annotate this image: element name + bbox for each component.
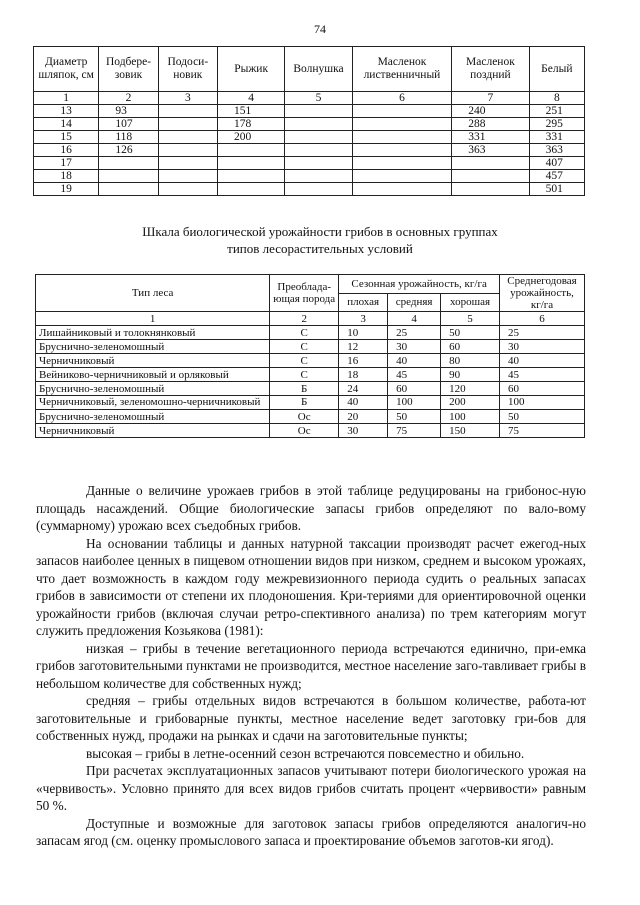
table-cell: 90 <box>441 368 500 382</box>
column-number: 4 <box>388 312 441 326</box>
table-row <box>34 105 585 118</box>
paragraph: Доступные и возможные для заготовок запасы грибов определяются аналогич-но запасам ягод (см. оценку промыслового запаса и проектирование объемов заготов-ки ягод). <box>36 815 586 848</box>
header-cell: хорошая <box>441 293 500 312</box>
table-cell: 100 <box>500 396 585 410</box>
table-cell: 50 <box>500 410 585 424</box>
table-cell: 13 <box>34 105 99 118</box>
paragraph: При расчетах эксплуатационных запасов учитывают потери биологического урожая на «червивость». Условно принято для всех видов грибов считать процент «червивости» равным 50 %. <box>36 763 586 813</box>
mushroom-cap-table <box>33 46 585 196</box>
header-cell: Масленок лиственничный <box>352 47 452 92</box>
table-cell <box>285 157 352 170</box>
table-cell: Б <box>270 396 339 410</box>
table-cell: Ос <box>270 410 339 424</box>
header-cell: Преоблада-ющая порода <box>270 275 339 312</box>
header-cell: Тип леса <box>36 275 270 312</box>
table-cell: 200 <box>217 131 284 144</box>
table-cell: Лишайниковый и толокнянковый <box>36 326 270 340</box>
table-cell <box>217 157 284 170</box>
table-row <box>34 183 585 196</box>
header-cell: Среднегодовая урожайность, кг/га <box>500 275 585 312</box>
column-number-row <box>34 92 585 105</box>
column-number: 8 <box>529 92 584 105</box>
column-number: 1 <box>36 312 270 326</box>
table-cell: Черничниковый, зеленомошно-черничниковый <box>36 396 270 410</box>
table-cell: 50 <box>441 326 500 340</box>
table-cell: 30 <box>339 424 388 438</box>
table-cell <box>158 144 217 157</box>
table-cell: Бруснично-зеленомошный <box>36 410 270 424</box>
column-number: 6 <box>500 312 585 326</box>
table-cell <box>158 170 217 183</box>
table-row <box>36 410 585 424</box>
table-cell: 60 <box>500 382 585 396</box>
column-number: 5 <box>285 92 352 105</box>
yield-scale-table <box>35 274 585 438</box>
table-cell: 363 <box>529 144 584 157</box>
table-cell: Бруснично-зеленомошный <box>36 382 270 396</box>
table-cell: 295 <box>529 118 584 131</box>
table-row <box>34 131 585 144</box>
header-cell: Диаметр шляпок, см <box>34 47 99 92</box>
table-cell <box>452 183 529 196</box>
table-row <box>34 144 585 157</box>
table-row <box>36 354 585 368</box>
table-row <box>34 170 585 183</box>
table-cell <box>285 183 352 196</box>
table-cell: 75 <box>388 424 441 438</box>
table-cell <box>217 183 284 196</box>
table-cell <box>158 118 217 131</box>
table-cell: 60 <box>388 382 441 396</box>
table-cell: 25 <box>388 326 441 340</box>
table-cell <box>352 131 452 144</box>
table-cell <box>352 183 452 196</box>
table-cell: 18 <box>34 170 99 183</box>
table-cell: 14 <box>34 118 99 131</box>
table-cell: 118 <box>99 131 158 144</box>
table-cell <box>99 170 158 183</box>
table-row <box>36 340 585 354</box>
table-cell: 363 <box>452 144 529 157</box>
header-cell: Волнушка <box>285 47 352 92</box>
table-cell: 200 <box>441 396 500 410</box>
header-cell: Подоси-новик <box>158 47 217 92</box>
table-cell: 16 <box>34 144 99 157</box>
table-cell <box>285 170 352 183</box>
column-number-row <box>36 312 585 326</box>
paragraph: высокая – грибы в летне-осенний сезон встречаются повсеместно и обильно. <box>86 745 525 761</box>
table-cell: С <box>270 368 339 382</box>
table-cell: 40 <box>339 396 388 410</box>
header-cell: Подбере-зовик <box>99 47 158 92</box>
column-number: 2 <box>270 312 339 326</box>
paragraph: низкая – грибы в течение вегетационного периода встречаются единично, при-емка грибов заготовительными пунктами не производится, местное население заго-тавливает грибы в небольшом количестве для собственных нужд; <box>36 640 586 691</box>
table-cell: С <box>270 354 339 368</box>
table-cell: 10 <box>339 326 388 340</box>
table-cell: Черничниковый <box>36 424 270 438</box>
table-cell <box>285 118 352 131</box>
table-cell: 45 <box>500 368 585 382</box>
table-cell: 100 <box>388 396 441 410</box>
table-cell: Ос <box>270 424 339 438</box>
table-cell: 150 <box>441 424 500 438</box>
table-cell <box>217 170 284 183</box>
table-cell <box>158 157 217 170</box>
table-cell <box>452 157 529 170</box>
table-cell <box>285 144 352 157</box>
table-row <box>36 382 585 396</box>
table-cell: 18 <box>339 368 388 382</box>
table-cell <box>352 144 452 157</box>
header-cell: Масленок поздний <box>452 47 529 92</box>
table-cell: 93 <box>99 105 158 118</box>
table-cell: 75 <box>500 424 585 438</box>
table-cell <box>217 144 284 157</box>
table-cell: 40 <box>500 354 585 368</box>
table-cell: 457 <box>529 170 584 183</box>
table-cell: 288 <box>452 118 529 131</box>
table-cell: 45 <box>388 368 441 382</box>
table-cell: 107 <box>99 118 158 131</box>
table-cell <box>352 157 452 170</box>
table-cell: 19 <box>34 183 99 196</box>
table-row <box>36 396 585 410</box>
table-header-row <box>34 47 585 92</box>
column-number: 3 <box>339 312 388 326</box>
column-number: 2 <box>99 92 158 105</box>
table-cell: 331 <box>452 131 529 144</box>
header-cell: Белый <box>529 47 584 92</box>
column-number: 4 <box>217 92 284 105</box>
table-cell: 50 <box>388 410 441 424</box>
table-cell: Бруснично-зеленомошный <box>36 340 270 354</box>
table-cell: 501 <box>529 183 584 196</box>
table-row <box>36 424 585 438</box>
table-cell <box>285 131 352 144</box>
table-row <box>36 326 585 340</box>
table-cell: 60 <box>441 340 500 354</box>
table-cell: С <box>270 326 339 340</box>
header-cell: средняя <box>388 293 441 312</box>
table-cell: 20 <box>339 410 388 424</box>
table-cell: Вейниково-черничниковый и орляковый <box>36 368 270 382</box>
table-cell: 240 <box>452 105 529 118</box>
table-cell: 120 <box>441 382 500 396</box>
column-number: 3 <box>158 92 217 105</box>
column-number: 5 <box>441 312 500 326</box>
table-cell: 12 <box>339 340 388 354</box>
table-cell: Черничниковый <box>36 354 270 368</box>
table-row <box>34 157 585 170</box>
table-cell <box>158 131 217 144</box>
paragraph: Данные о величине урожаев грибов в этой таблице редуцированы на грибонос-ную площадь насаждений. Общие биологические запасы грибов определяют по вало-вому (суммарному) урожаю всех съедобных грибов. <box>36 483 586 533</box>
table-cell: 178 <box>217 118 284 131</box>
table-cell: 407 <box>529 157 584 170</box>
table-cell: 30 <box>500 340 585 354</box>
table-cell: 251 <box>529 105 584 118</box>
table-row <box>34 118 585 131</box>
table-cell: 126 <box>99 144 158 157</box>
table-cell: 30 <box>388 340 441 354</box>
table-cell <box>158 183 217 196</box>
table-cell: 100 <box>441 410 500 424</box>
table-cell: 80 <box>441 354 500 368</box>
table-cell: 151 <box>217 105 284 118</box>
table2-title-line: типов лесорастительных условий <box>227 241 413 256</box>
column-number: 7 <box>452 92 529 105</box>
paragraph: средняя – грибы отдельных видов встречаются в большом количестве, работа-ют заготовительные и грибоварные пункты, местное население ведет заготовку гри-бов для собственных нужд, продажи на рынках и сдачи на заготовительные пункты; <box>36 693 586 743</box>
table-cell: 25 <box>500 326 585 340</box>
table-cell <box>99 157 158 170</box>
table-cell: 331 <box>529 131 584 144</box>
table-cell: Б <box>270 382 339 396</box>
table-header-row <box>36 275 585 294</box>
table2-title <box>0 223 640 257</box>
table-cell: 16 <box>339 354 388 368</box>
table-cell <box>352 118 452 131</box>
table-cell: 15 <box>34 131 99 144</box>
table-row <box>36 368 585 382</box>
table-cell: С <box>270 340 339 354</box>
paragraph: На основании таблицы и данных натурной таксации производят расчет ежегод-ных запасов наиболее ценных в пищевом отношении видов при низком, среднем и высоком урожаях, что дает возможность в каждом году межревизионного периода судить о реальных запасах грибов в зависимости от степени их плодоношения. Кри-териями для ориентировочной оценки урожайности грибов (включая случаи ретро-спективного анализа) по трем категориям могут служить предложения Козьякова (1981): <box>36 535 586 638</box>
column-number: 1 <box>34 92 99 105</box>
header-cell: Рыжик <box>217 47 284 92</box>
table-cell <box>99 183 158 196</box>
column-number: 6 <box>352 92 452 105</box>
table-cell <box>352 105 452 118</box>
table2-title-line: Шкала биологической урожайности грибов в основных группах <box>142 224 498 239</box>
table-cell: 17 <box>34 157 99 170</box>
table-cell <box>285 105 352 118</box>
page-number: 74 <box>314 22 326 36</box>
table-cell <box>452 170 529 183</box>
table-cell: 24 <box>339 382 388 396</box>
body-text <box>36 482 586 850</box>
table-cell <box>158 105 217 118</box>
table-cell: 40 <box>388 354 441 368</box>
header-cell: плохая <box>339 293 388 312</box>
table-cell <box>352 170 452 183</box>
header-cell: Сезонная урожайность, кг/га <box>339 275 500 294</box>
